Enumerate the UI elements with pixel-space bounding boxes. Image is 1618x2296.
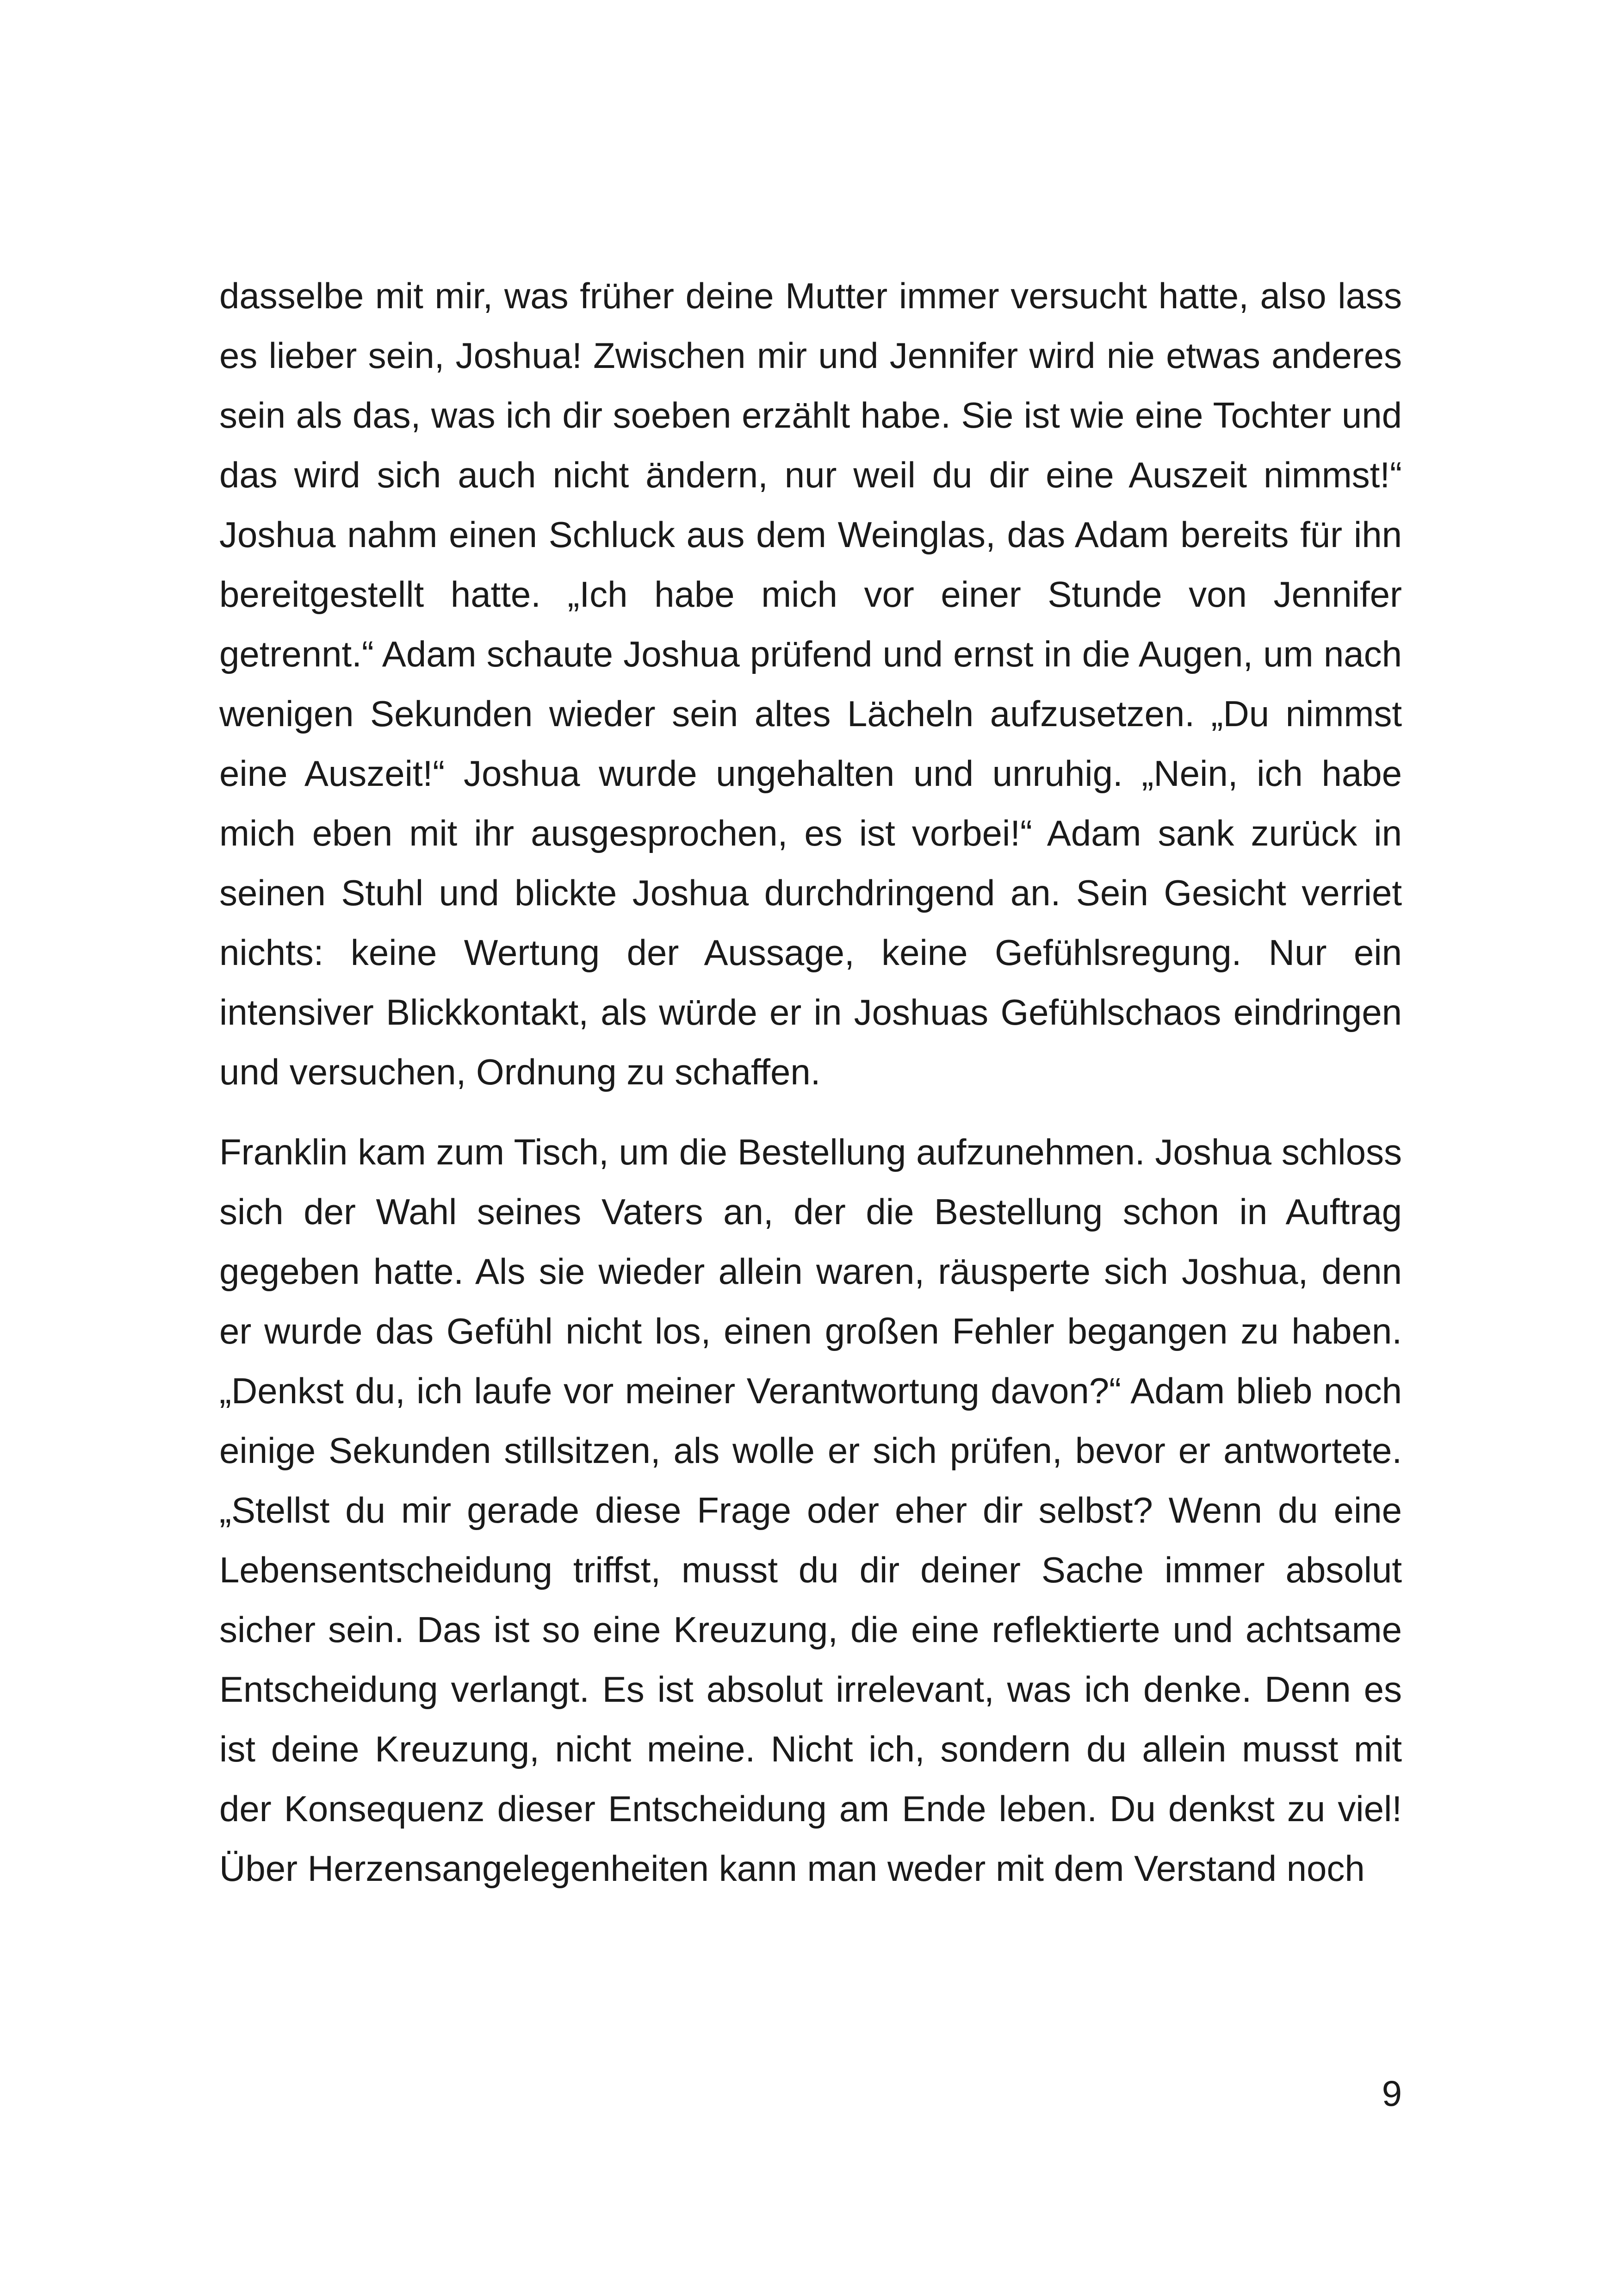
paragraph-2: Franklin kam zum Tisch, um die Bestellung aufzunehmen. Joshua schloss sich der Wahl seines Vaters an, der die Bestellung schon in Auftrag gegeben hatte. Als sie wieder allein waren, räusperte sich Joshua, denn er wurde das Gefühl nicht los, einen großen Fehler begangen zu haben. „Denkst du, ich laufe vor meiner Verantwortung davon?“ Adam blieb noch einige Sekunden stillsitzen, als wolle er sich prüfen, bevor er antwortete. „Stellst du mir gerade diese Frage oder eher dir selbst? Wenn du eine Lebensentscheidung triffst, musst du dir deiner Sache immer absolut sicher sein. Das ist so eine Kreuzung, die eine reflektierte und achtsame Entscheidung verlangt. Es ist absolut irrelevant, was ich denke. Denn es ist deine Kreuzung, nicht meine. Nicht ich, sondern du allein musst mit der Konsequenz dieser Entscheidung am Ende leben. Du denkst zu viel! Über Herzensangelegenheiten kann man weder mit dem Verstand noch — [219, 1132, 1402, 1889]
body-text — [219, 266, 1402, 1898]
paragraph-1: dasselbe mit mir, was früher deine Mutter immer versucht hatte, also lass es lieber sein, Joshua! Zwischen mir und Jennifer wird nie etwas anderes sein als das, was ich dir soeben erzählt habe. Sie ist wie eine Tochter und das wird sich auch nicht ändern, nur weil du dir eine Auszeit nimmst!“ Joshua nahm einen Schluck aus dem Weinglas, das Adam bereits für ihn bereitgestellt hatte. „Ich habe mich vor einer Stunde von Jennifer getrennt.“ Adam schaute Joshua prüfend und ernst in die Augen, um nach wenigen Sekunden wieder sein altes Lächeln aufzusetzen. „Du nimmst eine Auszeit!“ Joshua wurde ungehalten und unruhig. „Nein, ich habe mich eben mit ihr ausgesprochen, es ist vorbei!“ Adam sank zurück in seinen Stuhl und blickte Joshua durchdringend an. Sein Gesicht verriet nichts: keine Wertung der Aussage, keine Gefühlsregung. Nur ein intensiver Blickkontakt, als würde er in Joshuas Gefühlschaos eindringen und versuchen, Ordnung zu schaffen. — [219, 275, 1402, 1092]
page-number: 9 — [1382, 2073, 1402, 2114]
